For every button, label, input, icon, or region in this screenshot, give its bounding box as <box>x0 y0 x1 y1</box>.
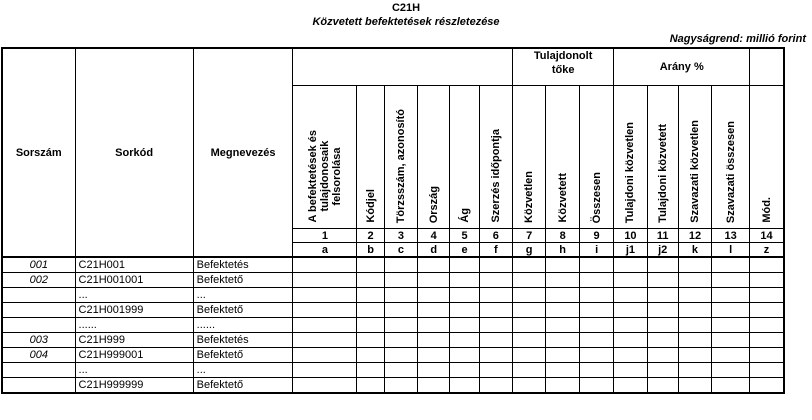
data-cell[interactable] <box>293 318 357 333</box>
column-letter: z <box>750 243 784 258</box>
column-letter: b <box>357 243 384 258</box>
table-row <box>2 318 811 333</box>
data-cell[interactable] <box>479 318 512 333</box>
vertical-header-label: Ág <box>458 208 471 223</box>
column-letter: g <box>512 243 545 258</box>
data-cell[interactable] <box>512 378 545 394</box>
row-sorszam <box>2 378 75 394</box>
vertical-header-label: Összesen <box>590 171 603 223</box>
data-cell[interactable] <box>479 363 512 378</box>
column-number: 14 <box>750 229 784 243</box>
column-letter: j1 <box>614 243 647 258</box>
data-cell[interactable] <box>450 333 479 348</box>
row-sorkod: C21H999001 <box>75 348 193 363</box>
vertical-header-10 <box>614 86 647 229</box>
column-number: 12 <box>678 229 711 243</box>
data-cell[interactable] <box>614 303 647 318</box>
row-sorszam: 001 <box>2 257 75 273</box>
data-cell[interactable] <box>418 363 450 378</box>
row-sorszam: 002 <box>2 273 75 288</box>
vertical-header-label: Szavazati közvetlen <box>688 120 701 223</box>
data-cell[interactable] <box>293 333 357 348</box>
column-letter: d <box>418 243 450 258</box>
data-cell[interactable] <box>546 318 579 333</box>
data-cell[interactable] <box>384 257 417 273</box>
column-number: 13 <box>712 229 750 243</box>
group-header-arany: Arány % <box>614 48 750 86</box>
data-cell[interactable] <box>712 303 750 318</box>
vertical-header-label: Mód. <box>760 197 773 223</box>
table-row <box>2 363 811 378</box>
column-number: 11 <box>647 229 678 243</box>
data-cell[interactable] <box>479 288 512 303</box>
data-cell[interactable] <box>450 378 479 394</box>
data-cell[interactable] <box>712 363 750 378</box>
row-sorkod: ...... <box>75 318 193 333</box>
data-cell[interactable] <box>579 318 613 333</box>
vertical-header-label: Tulajdoni közvetett <box>656 124 669 223</box>
column-letter: e <box>450 243 479 258</box>
data-cell[interactable] <box>614 333 647 348</box>
data-cell[interactable] <box>750 318 784 333</box>
column-number: 5 <box>450 229 479 243</box>
data-cell[interactable] <box>712 348 750 363</box>
data-cell[interactable] <box>293 348 357 363</box>
data-cell[interactable] <box>546 303 579 318</box>
data-cell[interactable] <box>357 257 384 273</box>
vertical-header-7 <box>512 86 545 229</box>
data-cell[interactable] <box>357 333 384 348</box>
data-cell[interactable] <box>450 273 479 288</box>
row-megnevezes: ... <box>193 363 293 378</box>
column-number: 9 <box>579 229 613 243</box>
vertical-header-6 <box>479 86 512 229</box>
data-cell[interactable] <box>384 333 417 348</box>
row-sorszam: 004 <box>2 348 75 363</box>
data-cell[interactable] <box>418 378 450 394</box>
data-cell[interactable] <box>579 257 613 273</box>
data-cell[interactable] <box>546 273 579 288</box>
row-megnevezes: Befektetés <box>193 257 293 273</box>
row-sorkod: C21H001 <box>75 257 193 273</box>
data-cell[interactable] <box>579 303 613 318</box>
data-cell[interactable] <box>357 378 384 394</box>
data-cell[interactable] <box>418 333 450 348</box>
data-cell[interactable] <box>678 303 711 318</box>
row-sorszam <box>2 303 75 318</box>
group-header-tulajdonolt: Tulajdonolt tőke <box>512 48 613 86</box>
column-number: 6 <box>479 229 512 243</box>
column-letter: c <box>384 243 417 258</box>
vertical-header-label: Kódjel <box>364 189 377 223</box>
vertical-header-label: Ország <box>427 185 440 223</box>
data-cell[interactable] <box>384 318 417 333</box>
data-cell[interactable] <box>546 348 579 363</box>
column-number: 8 <box>546 229 579 243</box>
vertical-header-label: Tulajdoni közvetlen <box>624 121 637 223</box>
data-cell[interactable] <box>450 363 479 378</box>
data-cell[interactable] <box>750 288 784 303</box>
data-cell[interactable] <box>357 363 384 378</box>
column-number: 1 <box>293 229 357 243</box>
data-cell[interactable] <box>479 348 512 363</box>
column-letter: j2 <box>647 243 678 258</box>
row-sorkod: C21H999 <box>75 333 193 348</box>
data-cell[interactable] <box>712 318 750 333</box>
data-cell[interactable] <box>546 257 579 273</box>
group-header-empty <box>293 48 513 86</box>
data-cell[interactable] <box>418 318 450 333</box>
data-cell[interactable] <box>712 333 750 348</box>
data-cell[interactable] <box>293 273 357 288</box>
data-cell[interactable] <box>450 348 479 363</box>
data-cell[interactable] <box>293 303 357 318</box>
data-cell[interactable] <box>647 378 678 394</box>
data-cell[interactable] <box>546 363 579 378</box>
data-cell[interactable] <box>678 348 711 363</box>
data-cell[interactable] <box>614 348 647 363</box>
table-row <box>2 303 811 318</box>
vertical-header-14 <box>750 86 784 229</box>
row-sorkod: ... <box>75 288 193 303</box>
col-header-megnevezes: Megnevezés <box>193 48 293 257</box>
data-cell[interactable] <box>384 348 417 363</box>
data-cell[interactable] <box>546 378 579 394</box>
row-sorszam: 003 <box>2 333 75 348</box>
data-cell[interactable] <box>579 363 613 378</box>
data-cell[interactable] <box>479 303 512 318</box>
data-cell[interactable] <box>678 333 711 348</box>
data-cell[interactable] <box>579 348 613 363</box>
data-cell[interactable] <box>678 363 711 378</box>
column-letter: k <box>678 243 711 258</box>
data-cell[interactable] <box>357 303 384 318</box>
table-row <box>2 378 811 394</box>
data-cell[interactable] <box>750 378 784 394</box>
data-cell[interactable] <box>750 257 784 273</box>
column-number: 10 <box>614 229 647 243</box>
data-cell[interactable] <box>579 333 613 348</box>
data-cell[interactable] <box>614 363 647 378</box>
report-table <box>1 47 812 394</box>
data-cell[interactable] <box>479 273 512 288</box>
data-cell[interactable] <box>357 288 384 303</box>
data-cell[interactable] <box>450 318 479 333</box>
row-megnevezes: Befektető <box>193 378 293 394</box>
vertical-header-label: Közvetett <box>556 173 569 223</box>
table-row <box>2 348 811 363</box>
column-letter: l <box>712 243 750 258</box>
row-megnevezes: ...... <box>193 318 293 333</box>
data-cell[interactable] <box>678 318 711 333</box>
data-cell[interactable] <box>579 288 613 303</box>
data-cell[interactable] <box>579 273 613 288</box>
data-cell[interactable] <box>357 318 384 333</box>
column-letter: f <box>479 243 512 258</box>
vertical-header-5 <box>450 86 479 229</box>
data-cell[interactable] <box>384 378 417 394</box>
row-sorkod: C21H999999 <box>75 378 193 394</box>
vertical-header-12 <box>678 86 711 229</box>
data-cell[interactable] <box>579 378 613 394</box>
column-letter: h <box>546 243 579 258</box>
data-cell[interactable] <box>647 257 678 273</box>
vertical-header-1 <box>293 86 357 229</box>
vertical-header-3 <box>384 86 417 229</box>
data-cell[interactable] <box>750 303 784 318</box>
column-letter: i <box>579 243 613 258</box>
data-cell[interactable] <box>750 348 784 363</box>
data-cell[interactable] <box>546 288 579 303</box>
data-cell[interactable] <box>450 303 479 318</box>
col-header-sorkod: Sorkód <box>75 48 193 257</box>
data-cell[interactable] <box>384 363 417 378</box>
data-cell[interactable] <box>479 257 512 273</box>
data-cell[interactable] <box>614 257 647 273</box>
data-cell[interactable] <box>647 348 678 363</box>
data-cell[interactable] <box>418 288 450 303</box>
row-megnevezes: ... <box>193 288 293 303</box>
vertical-header-label: A befektetések és tulajdonosaik felsorolása <box>306 130 343 223</box>
group-header-mod <box>750 48 784 86</box>
table-row <box>2 288 811 303</box>
data-cell[interactable] <box>512 257 545 273</box>
data-cell[interactable] <box>512 333 545 348</box>
row-sorszam <box>2 363 75 378</box>
data-cell[interactable] <box>614 273 647 288</box>
data-cell[interactable] <box>750 273 784 288</box>
row-sorszam <box>2 318 75 333</box>
data-cell[interactable] <box>384 273 417 288</box>
data-cell[interactable] <box>512 363 545 378</box>
vertical-header-8 <box>546 86 579 229</box>
data-cell[interactable] <box>647 318 678 333</box>
column-number: 2 <box>357 229 384 243</box>
column-letter: a <box>293 243 357 258</box>
row-sorkod: ... <box>75 363 193 378</box>
data-cell[interactable] <box>512 273 545 288</box>
data-cell[interactable] <box>614 288 647 303</box>
row-megnevezes: Befektetés <box>193 333 293 348</box>
table-row <box>2 333 811 348</box>
column-number: 4 <box>418 229 450 243</box>
data-cell[interactable] <box>418 303 450 318</box>
data-cell[interactable] <box>479 378 512 394</box>
data-cell[interactable] <box>614 378 647 394</box>
row-sorszam <box>2 288 75 303</box>
data-cell[interactable] <box>678 378 711 394</box>
vertical-header-13 <box>712 86 750 229</box>
data-cell[interactable] <box>678 288 711 303</box>
column-number: 7 <box>512 229 545 243</box>
vertical-header-label: Közvetlen <box>523 171 536 223</box>
vertical-header-4 <box>418 86 450 229</box>
data-cell[interactable] <box>418 273 450 288</box>
data-cell[interactable] <box>357 348 384 363</box>
data-cell[interactable] <box>293 288 357 303</box>
row-sorkod: C21H001001 <box>75 273 193 288</box>
data-cell[interactable] <box>712 288 750 303</box>
data-cell[interactable] <box>647 363 678 378</box>
row-megnevezes: Befektető <box>193 348 293 363</box>
data-cell[interactable] <box>546 333 579 348</box>
data-cell[interactable] <box>418 257 450 273</box>
vertical-header-label: Szavazati összesen <box>724 120 737 223</box>
data-cell[interactable] <box>647 273 678 288</box>
data-cell[interactable] <box>712 378 750 394</box>
data-cell[interactable] <box>357 273 384 288</box>
form-subtitle: Közvetett befektetések részletezése <box>312 16 500 28</box>
form-code: C21H <box>391 2 421 14</box>
row-megnevezes: Befektető <box>193 273 293 288</box>
data-cell[interactable] <box>293 378 357 394</box>
vertical-header-label: Szerzés időpontja <box>489 129 502 223</box>
data-cell[interactable] <box>647 288 678 303</box>
data-cell[interactable] <box>614 318 647 333</box>
data-cell[interactable] <box>512 318 545 333</box>
table-row <box>2 257 811 273</box>
data-cell[interactable] <box>479 333 512 348</box>
data-cell[interactable] <box>450 257 479 273</box>
data-cell[interactable] <box>450 288 479 303</box>
data-cell[interactable] <box>293 257 357 273</box>
data-cell[interactable] <box>293 363 357 378</box>
table-row <box>2 273 811 288</box>
data-cell[interactable] <box>512 288 545 303</box>
data-cell[interactable] <box>647 333 678 348</box>
data-cell[interactable] <box>418 348 450 363</box>
row-sorkod: C21H001999 <box>75 303 193 318</box>
vertical-header-2 <box>357 86 384 229</box>
data-cell[interactable] <box>647 303 678 318</box>
data-cell[interactable] <box>384 288 417 303</box>
data-cell[interactable] <box>750 363 784 378</box>
data-cell[interactable] <box>678 257 711 273</box>
row-megnevezes: Befektető <box>193 303 293 318</box>
data-cell[interactable] <box>512 348 545 363</box>
vertical-header-9 <box>579 86 613 229</box>
data-cell[interactable] <box>712 257 750 273</box>
data-cell[interactable] <box>750 333 784 348</box>
data-cell[interactable] <box>712 273 750 288</box>
column-number: 3 <box>384 229 417 243</box>
vertical-header-label: Törzsszám, azonosító <box>394 108 407 223</box>
vertical-header-11 <box>647 86 678 229</box>
unit-label: Nagyságrend: millió forint <box>669 33 806 45</box>
data-cell[interactable] <box>512 303 545 318</box>
data-cell[interactable] <box>384 303 417 318</box>
data-cell[interactable] <box>678 273 711 288</box>
col-header-sorszam: Sorszám <box>2 48 75 257</box>
